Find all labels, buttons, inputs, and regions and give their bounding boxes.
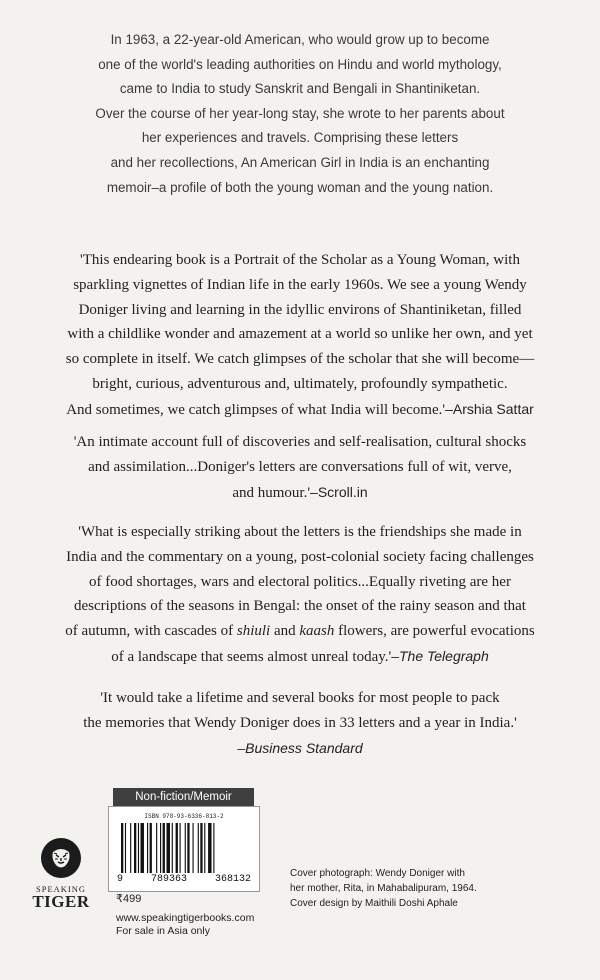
quote-text: And sometimes, we catch glimpses of what India will become.' [66,401,446,418]
quote-text: of a landscape that seems almost unreal today.' [111,648,392,665]
barcode-bar [125,823,126,873]
barcode-bar [160,823,161,873]
isbn-small: ISBN 978-93-6336-813-2 [144,813,224,820]
quote-line: bright, curious, adventurous and, ultimately, profoundly sympathetic. [92,375,508,392]
quote-source: –Business Standard [237,739,363,756]
quote-line: 'What is especially striking about the letters is the friendships she made in [78,524,522,540]
back-cover-blurb [40,28,560,200]
quote-line: the memories that Wendy Doniger does in 33 letters and a year in India.' [83,714,517,731]
website-link[interactable]: www.speakingtigerbooks.com [116,912,255,924]
logo-text-tiger: TIGER [32,892,90,911]
quote-italic-word: shiuli [236,623,271,640]
barcode-digits [117,874,251,885]
quote-line: 'It would take a lifetime and several books for most people to pack [100,690,500,706]
quote-scroll [34,430,566,505]
quote-source: –Arshia Sattar [445,400,534,417]
blurb-line: one of the world's leading authorities on Hindu and world mythology, [98,56,502,72]
credit-line: Cover design by Maithili Doshi Aphale [290,898,458,909]
quote-source: –Scroll.in [310,483,368,500]
quote-line: sparkling vignettes of Indian life in the early 1960s. We see a young Wendy [73,276,527,293]
barcode-digit-group: 368132 [214,874,251,885]
quote-line [34,644,566,670]
barcode-bar [198,823,199,873]
quote-line [34,619,566,644]
quote-line: and assimilation...Doniger's letters are conversations full of wit, verve, [88,458,512,475]
barcode [108,806,260,892]
blurb-line: Over the course of her year-long stay, she wrote to her parents about [95,105,505,121]
cover-credits [290,866,580,911]
blurb-line: In 1963, a 22-year-old American, who would grow up to become [110,32,490,47]
quote-line: of food shortages, wars and electoral politics...Equally riveting are her [89,573,511,590]
quote-line: descriptions of the seasons in Bengal: the onset of the rainy season and that [74,598,526,615]
quote-line: 'An intimate account full of discoveries and self-realisation, cultural shocks [73,434,527,450]
barcode-bar [163,823,165,873]
barcode-bar [167,823,170,873]
barcode-bar [176,823,178,873]
quote-line [34,397,566,423]
genre-label: Non-fiction/Memoir [113,788,254,806]
blurb-line: came to India to study Sanskrit and Bengali in Shantiniketan. [119,81,481,97]
price: ₹499 [116,893,142,905]
blurb-line: her experiences and travels. Comprising these letters [141,130,459,146]
barcode-digit-group: 789363 [150,874,187,885]
quote-text: and [270,623,300,640]
barcode-bar [180,823,181,873]
quote-source: –The Telegraph [391,647,489,664]
barcode-bar [130,823,131,873]
barcode-bar [172,823,173,873]
barcode-bar [213,823,214,873]
quote-arshia-sattar [34,248,566,423]
blurb-line: memoir–a profile of both the young woman and the young nation. [106,179,494,195]
barcode-bar [200,823,202,873]
credit-line: Cover photograph: Wendy Doniger with [290,868,465,879]
barcode-bar [147,823,148,873]
quote-italic-word: kaash [299,623,335,640]
barcode-bar [187,823,189,873]
barcode-digit-prefix: 9 [117,874,124,885]
publisher-info [116,912,254,938]
blurb-line: and her recollections, An American Girl in India is an enchanting [110,154,490,170]
sale-note: For sale in Asia only [116,925,210,937]
barcode-bar [193,823,194,873]
quote-text: of autumn, with cascades of [65,623,234,640]
barcode-bar [134,823,136,873]
quote-line [34,480,566,506]
quote-line: India and the commentary on a young, post-colonial society facing challenges [66,548,534,565]
publisher-logo [26,838,96,912]
barcode-bar [150,823,152,873]
barcode-bar [121,823,123,873]
quote-line: Doniger living and learning in the idyllic environs of Shantiniketan, filled [78,301,522,318]
logo-text-speaking: SPEAKING [35,884,87,894]
barcode-bar [208,823,211,873]
barcode-bar [156,823,157,873]
tiger-head-icon [41,838,81,878]
barcode-bar [138,823,139,873]
quote-text: and humour.' [232,484,311,501]
credit-line: her mother, Rita, in Mahabalipuram, 1964. [290,883,477,894]
barcode-bar [141,823,144,873]
quote-business-standard [34,686,566,760]
barcode-bars [121,823,247,873]
quote-telegraph [34,520,566,670]
quote-text: flowers, are powerful evocations [334,623,535,640]
quote-line: with a childlike wonder and amazement at a world so unlike her own, and yet [67,326,533,343]
quote-line: 'This endearing book is a Portrait of the Scholar as a Young Woman, with [80,252,520,268]
quote-line: so complete in itself. We catch glimpses of the scholar that she will become— [65,351,535,368]
barcode-bar [185,823,186,873]
barcode-bar [204,823,205,873]
